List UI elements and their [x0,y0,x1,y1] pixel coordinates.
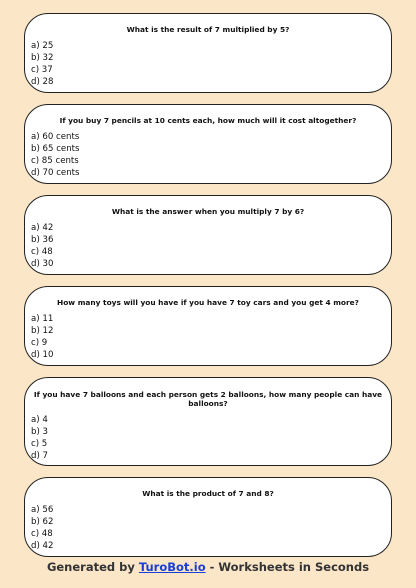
option-b: b) 3 [31,427,49,437]
question-card-4 [24,286,392,366]
option-c: c) 5 [31,439,48,449]
option-a: a) 4 [31,415,48,425]
question-card-1 [24,13,392,93]
option-d: d) 10 [31,350,54,360]
options-list [31,131,80,179]
option-a: a) 11 [31,314,54,324]
option-a: a) 60 cents [31,132,80,142]
option-c: c) 85 cents [31,156,79,166]
question-text: If you have 7 balloons and each person gets 2 balloons, how many people can have balloons? [33,390,383,408]
option-b: b) 32 [31,53,54,63]
question-text: What is the product of 7 and 8? [142,489,274,498]
options-list [31,222,53,270]
footer-prefix: Generated by [46,560,135,574]
option-a: a) 56 [31,505,54,515]
question-text: What is the result of 7 multiplied by 5? [126,25,290,34]
footer [0,560,416,574]
question-card-5 [24,377,392,466]
question-card-3 [24,195,392,275]
brand-link[interactable]: TuroBot.io [138,560,206,574]
option-d: d) 70 cents [31,168,80,178]
options-list [31,504,53,552]
question-card-6 [24,477,392,557]
question-card-2 [24,104,392,184]
option-a: a) 42 [31,223,54,233]
option-b: b) 12 [31,326,54,336]
option-b: b) 65 cents [31,144,80,154]
option-d: d) 30 [31,259,54,269]
option-b: b) 62 [31,517,54,527]
option-c: c) 48 [31,529,53,539]
options-list [31,40,53,88]
option-c: c) 37 [31,65,53,75]
option-c: c) 48 [31,247,53,257]
option-d: d) 28 [31,77,54,87]
question-text: What is the answer when you multiply 7 by 6? [111,207,305,216]
options-list [31,313,53,361]
footer-suffix: - Worksheets in Seconds [209,560,370,574]
options-list [31,414,48,462]
option-c: c) 9 [31,338,48,348]
question-text: How many toys will you have if you have 7 toy cars and you get 4 more? [57,298,359,307]
option-a: a) 25 [31,41,54,51]
option-d: d) 42 [31,541,54,551]
option-b: b) 36 [31,235,54,245]
question-text: If you buy 7 pencils at 10 cents each, how much will it cost altogether? [59,116,357,125]
option-d: d) 7 [31,451,49,461]
